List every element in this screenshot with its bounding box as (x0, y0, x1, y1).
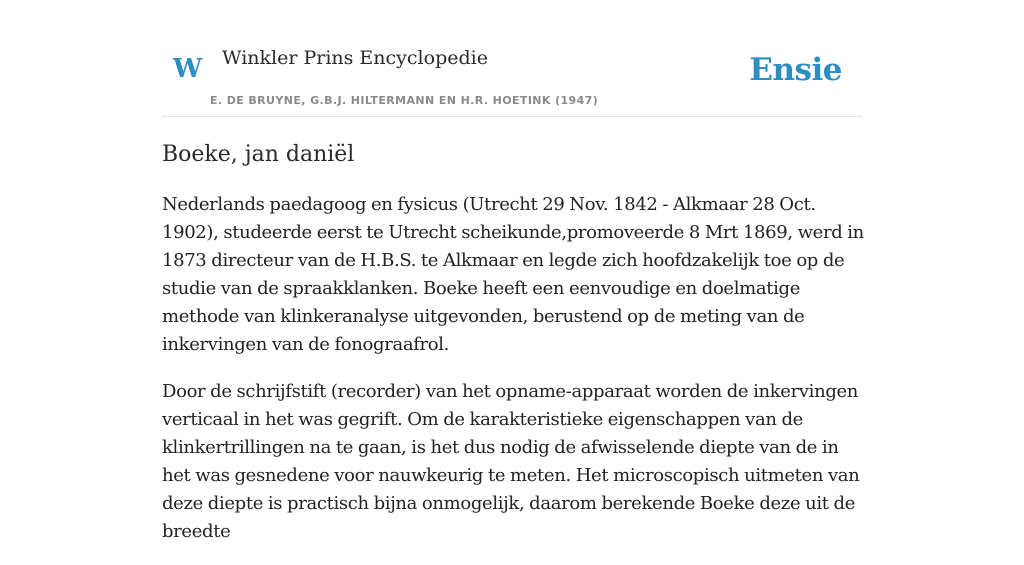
paragraph: Nederlands paedagoog en fysicus (Utrecht 29 Nov. 1842 - Alkmaar 28 Oct. 1902), studeerde eerst te Utrecht scheikunde,promoveerde 8 Mrt 1869, werd in 1873 directeur van de H.B.S. te Alkmaar en legde zich hoofdzakelijk toe op de studie van de spraakklanken. Boeke heeft een eenvoudige en doelmatige methode van klinkeranalyse uitgevonden, berustend op de meting van de inkervingen van de fonograafrol. (162, 194, 864, 355)
article (162, 138, 866, 565)
ensie-brand-link[interactable]: Ensie (749, 52, 842, 88)
paragraph: Door de schrijfstift (recorder) van het opname-apparaat worden de inkervingen verticaal in het was gegrift. Om de karakteristieke eigenschappen van de klinkertrillingen na te gaan, is het dus nodig de afwisselende diepte van de in het was gesnedene voor nauwkeurig te meten. Het microscopisch uitmeten van deze diepte is practisch bijna onmogelijk, daarom berekende Boeke deze uit de breedte (162, 381, 860, 542)
encyclopedia-title: Winkler Prins Encyclopedie (222, 47, 488, 69)
site-logo[interactable]: W (173, 54, 203, 84)
encyclopedia-authors: E. DE BRUYNE, G.B.J. HILTERMANN EN H.R. HOETINK (1947) (210, 94, 599, 107)
entry-title: Boeke, jan daniël (162, 142, 355, 167)
entry-body (162, 191, 866, 546)
site-header (162, 0, 862, 117)
